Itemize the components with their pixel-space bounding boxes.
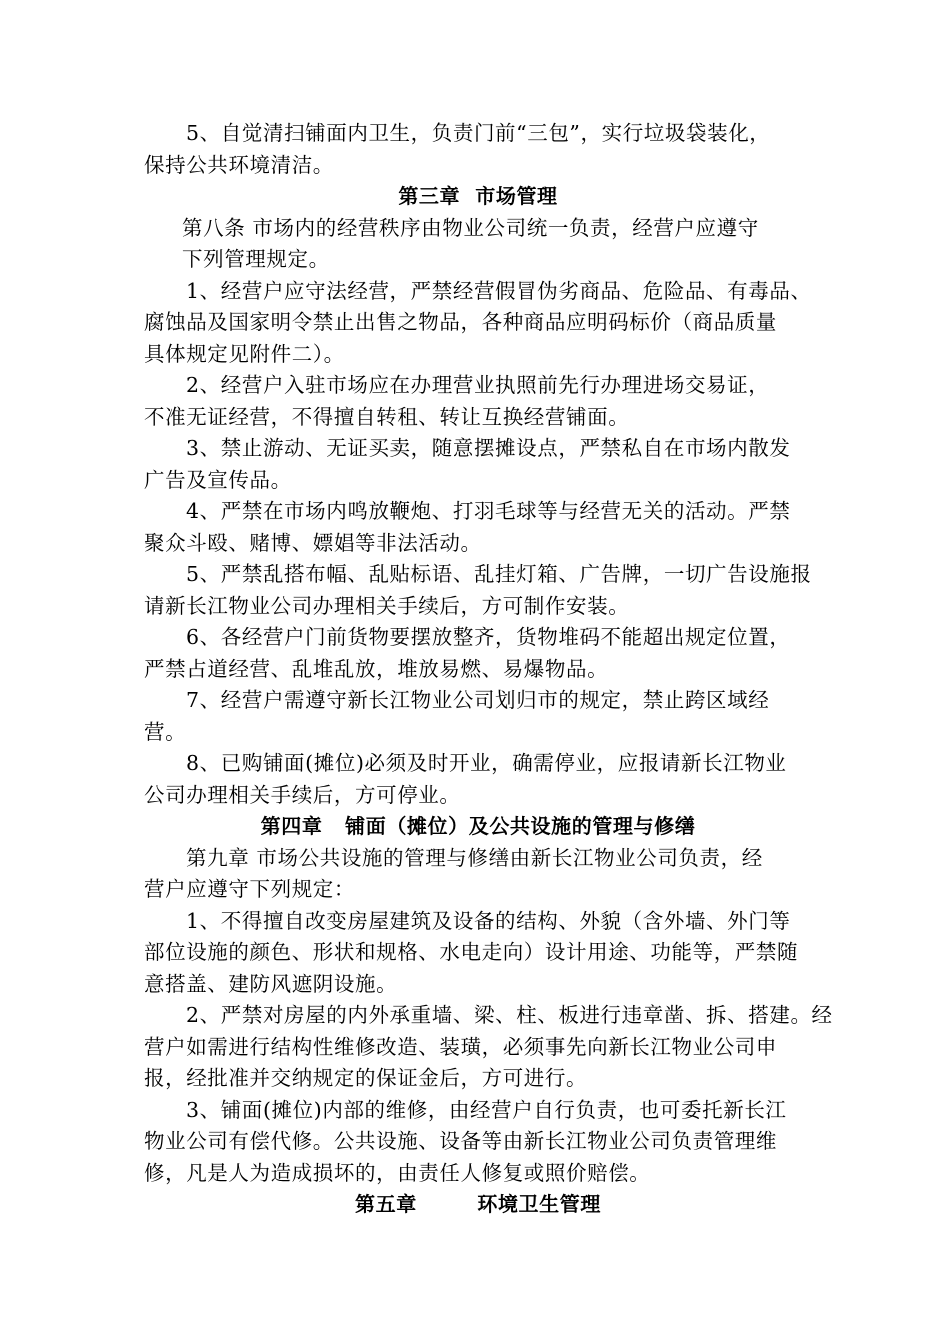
paragraph-line: 5、严禁乱搭布幅、乱贴标语、乱挂灯箱、广告牌，一切广告设施报 <box>186 562 812 586</box>
paragraph-line: 2、严禁对房屋的内外承重墙、梁、柱、板进行违章凿、拆、搭建。经 <box>186 1003 833 1027</box>
chapter-heading: 第三章 市场管理 <box>398 184 558 208</box>
paragraph-line: 具体规定见附件二）。 <box>144 341 345 366</box>
paragraph-line: 3、铺面(摊位)内部的维修，由经营户自行负责，也可委托新长江 <box>186 1097 787 1122</box>
paragraph-line: 营。 <box>144 719 187 744</box>
paragraph-line: 部位设施的颜色、形状和规格、水电走向）设计用途、功能等，严禁随 <box>144 940 799 964</box>
paragraph-line: 聚众斗殴、赌博、嫖娼等非法活动。 <box>144 530 482 555</box>
paragraph-line: 2、经营户入驻市场应在办理营业执照前先行办理进场交易证， <box>186 373 770 397</box>
paragraph-line: 不准无证经营，不得擅自转租、转让互换经营铺面。 <box>144 404 630 429</box>
chapter-heading: 第五章 环境卫生管理 <box>355 1192 601 1216</box>
paragraph-line: 严禁占道经营、乱堆乱放，堆放易燃、易爆物品。 <box>144 656 609 681</box>
paragraph-line: 4、严禁在市场内鸣放鞭炮、打羽毛球等与经营无关的活动。严禁 <box>186 499 791 523</box>
paragraph-line: 3、禁止游动、无证买卖，随意摆摊设点，严禁私自在市场内散发 <box>186 436 791 460</box>
paragraph-line: 7、经营户需遵守新长江物业公司划归市的规定，禁止跨区域经 <box>186 688 770 712</box>
paragraph-line: 报，经批准并交纳规定的保证金后，方可进行。 <box>144 1066 588 1090</box>
paragraph-line: 5、自觉清扫铺面内卫生，负责门前“三包”，实行垃圾袋装化， <box>186 121 771 145</box>
paragraph-line: 8、已购铺面(摊位)必须及时开业，确需停业，应报请新长江物业 <box>186 751 787 775</box>
paragraph-line: 修，凡是人为造成损坏的，由责任人修复或照价赔偿。 <box>144 1160 651 1185</box>
article-line: 第八条 市场内的经营秩序由物业公司统一负责，经营户应遵守 <box>182 215 759 240</box>
paragraph-line: 广告及宣传品。 <box>144 467 292 492</box>
paragraph-line: 6、各经营户门前货物要摆放整齐，货物堆码不能超出规定位置， <box>186 625 791 649</box>
paragraph-line: 第九章 市场公共设施的管理与修缮由新长江物业公司负责，经 <box>186 845 763 870</box>
article-line: 下列管理规定。 <box>182 247 330 271</box>
paragraph-line: 腐蚀品及国家明令禁止出售之物品，各种商品应明码标价（商品质量 <box>144 310 777 334</box>
paragraph-line: 保持公共环境清洁。 <box>144 152 334 177</box>
paragraph-line: 意搭盖、建防风遮阴设施。 <box>144 971 398 996</box>
paragraph-line: 1、经营户应守法经营，严禁经营假冒伪劣商品、危险品、有毒品、 <box>186 278 812 303</box>
paragraph-line: 营户如需进行结构性维修改造、装璜，必须事先向新长江物业公司申 <box>144 1034 777 1059</box>
paragraph-line: 请新长江物业公司办理相关手续后，方可制作安装。 <box>144 593 630 618</box>
paragraph-line: 营户应遵守下列规定： <box>144 877 355 901</box>
chapter-heading: 第四章 铺面（摊位）及公共设施的管理与修缮 <box>260 814 696 838</box>
document-body <box>144 118 833 1221</box>
paragraph-line: 1、不得擅自改变房屋建筑及设备的结构、外貌（含外墙、外门等 <box>186 908 791 933</box>
paragraph-line: 公司办理相关手续后，方可停业。 <box>144 782 461 807</box>
paragraph-line: 物业公司有偿代修。公共设施、设备等由新长江物业公司负责管理维 <box>144 1129 777 1153</box>
